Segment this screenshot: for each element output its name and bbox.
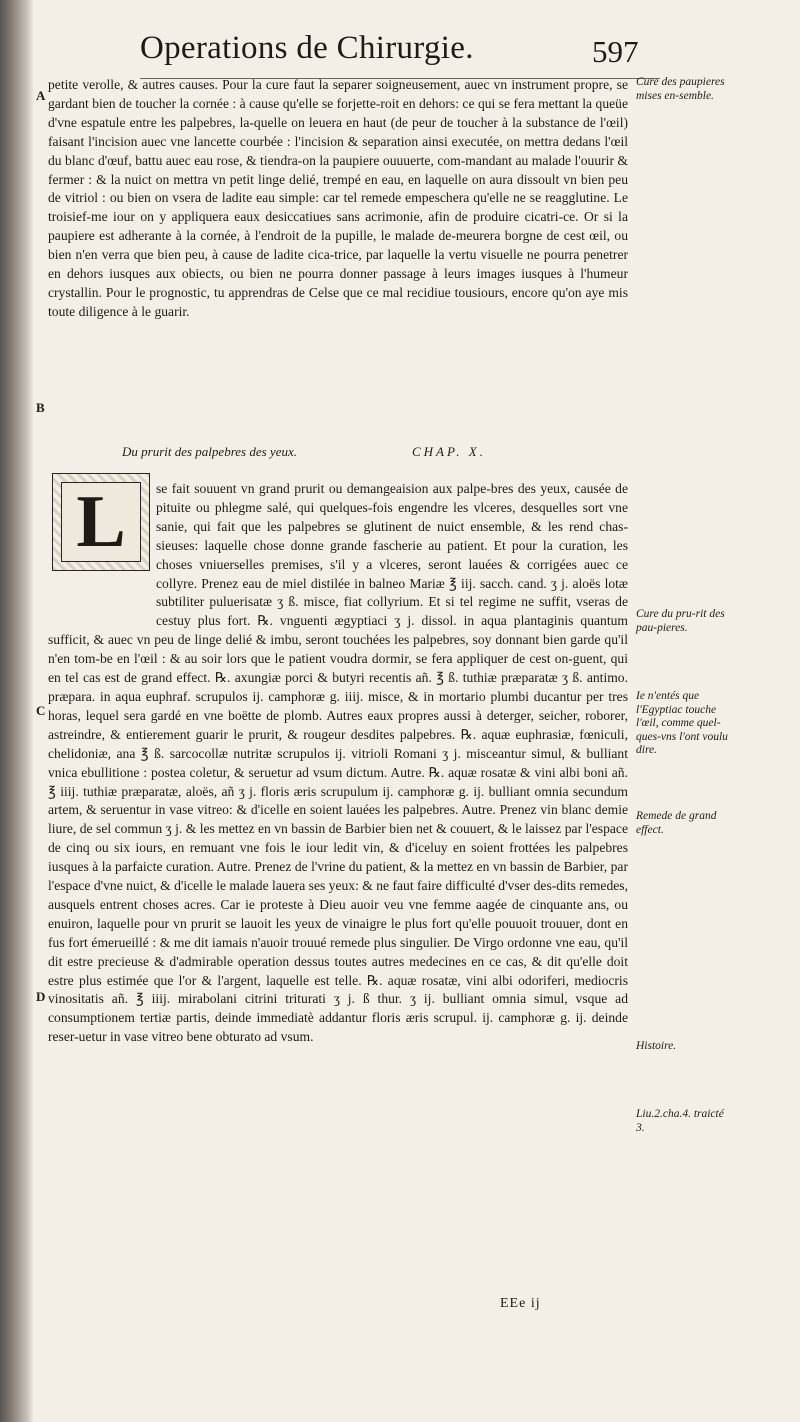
margin-note-cure-paupieres: Cure des paupieres mises en-semble. bbox=[636, 76, 725, 102]
margin-letter-b: B bbox=[36, 400, 45, 415]
margin-note-egyptiac: Ie n'entés que l'Egyptiac touche l'œil, comme quel-ques-vns l'ont voulu dire. bbox=[636, 690, 728, 756]
initial-letter: L bbox=[76, 481, 126, 563]
chapter-heading bbox=[122, 444, 642, 460]
chapter-body bbox=[48, 480, 628, 1047]
chapter-paragraph: se fait souuent vn grand prurit ou demangeaision aux palpe-bres des yeux, causée de pituite ou phlegme salé, qui quelques-fois engendre les vlceres, desquelles sort vne sanie, qui fait que les palpebres se glutinent de nuict ensemble, & les rend chas-sieuses: laquelle chose donne grande fascherie au patient. Et pour la curation, les choses vniuerselles premises, s'il y a vlceres, seront lauées & corrigées auec ce collyre. Prenez eau de miel distilée in balneo Mariæ ℥ iij. sacch. cand. ʒ j. aloës lotæ subtiliter puluerisatæ ʒ ß. misce, fiat collyrium. Et si tel regime ne suffit, vseras de cestuy plus fort. ℞. vnguenti ægyptiaci ʒ j. dissol. in aqua plantaginis quantum sufficit, & auec vn peu de linge delié & imbu, seront touchées les palpebres, soy donnant bien garde qu'il n'en tom-be en l'œil : & au soir lors que le patient voudra dormir, se fera appliquer de cest on-guent, qui en tel cas est de grand effect. ℞. axungiæ porci & butyri recentis añ. ℥ ß. tuthiæ præparatæ ʒ ß. antimo. præpara. in aqua euphraf. scrupulos ij. camphoræ g. iiij. misce, & in mortario plumbi ducantur per tres horas, lequel sera gardé en vne boëtte de plomb. Autres eaux propres aussi à deterger, seicher, roborer, astreindre, & entierement guarir le prurit, & rougeur desdites palpebres. ℞. aquæ euphrasiæ, fœniculi, chelidoniæ, ana ℥ ß. sarcocollæ nutritæ scrupulos ij. vitrioli Romani ʒ j. misceantur simul, & bulliant vnica ebullitione : postea coletur, & seruetur ad vsum dictum. Autre. ℞. aquæ rosatæ & vini albi boni añ. ℥ iiij. tuthiæ præparatæ, aloës, añ ʒ j. floris æris scrupulum ij. camphoræ g. ij. bulliant omnia secundum artem, & seruentur in vase vitreo: & d'icelle en soient lauées les palpebres. Autre. Prenez vin blanc demie liure, de sel commun ʒ j. & les mettez en vn bassin de Barbier bien net & couuert, & le laissez par l'espace de cinq ou six iours, en remuant vne fois le iour ledit vin, & d'iceluy en soient frottées les palpebres iusques à la parfaicte curation. Autre. Prenez de l'vrine du patient, & la mettez en vn bassin de Barbier, par l'espace d'vne nuict, & d'icelle le malade lauera ses yeux: & ne faut faire difficulté d'vser des-dits remedes, ausquels entrent choses acres. Car ie proteste à Dieu auoir veu vne femme aagée de cinquante ans, ou enuiron, laquelle pour vn prurit se lauoit les yeux de vinaigre le plus fort qu'elle pouuoit trouuer, dont en fus fort émerueillé : & me dit iamais n'auoir trouué remede plus singulier. De Virgo ordonne vne eau, qu'il dit estre precieuse & d'admirable operation dessus toutes autres medecines en ce cas, & dit qu'elle doit estre plus estimée que l'or & l'argent, laquelle est telle. ℞. aquæ rosatæ, vini albi odoriferi, mediocris vinositatis añ. ℥ iiij. mirabolani citrini triturati ʒ j. ß thur. ʒ ij. bulliant omnia simul, vsque ad consumptionem tertiæ partis, deinde immediatè addantur floris æris scrupul. ij. camphoræ g. ij. deinde reser-uetur in vase vitreo bene obturato ad vsum. bbox=[48, 481, 628, 1045]
initial-space bbox=[48, 480, 156, 615]
margin-note-remede: Remede de grand effect. bbox=[636, 810, 717, 836]
continuation-paragraph: petite verolle, & autres causes. Pour la cure faut la separer soigneusement, auec vn instrument propre, se gardant bien de toucher la cornée : à cause qu'elle se forjette-roit en dehors: ce qui se fera mettant la queüe d'vne espatule entre les palpebres, la-quelle on leuera en haut (de peur de toucher à la substance de l'œil) faisant l'incision auec vne lancette courbée : l'incision & separation ainsi executée, on mettra dedans l'œil du blanc d'œuf, battu auec eau rose, & tiendra-on la paupiere ouuuerte, com-mandant au malade l'ouurir & fermer : & la nuict on mettra vn petit linge delié, trempé en eau, en laquelle on aura dissoult vn bien peu de vitriol : ou bien on vsera de ladite eau simple: car tel remede empeschera qu'elle ne se reagglutine. Le troisief-me iour on y appliquera eaux desiccatiues sans acrimonie, afin de produire cicatri-ce. Or si la paupiere est adherante à la cornée, à l'endroit de la pupille, le malade de-meurera borgne de cest œil, ou bien n'en verra que bien peu, à cause de ladite cica-trice, par laquelle la vertu visuelle ne pourra penetrer en dehors iusques aux obiects, ou bien ne pourra donner passage à leurs images iusques à l'humeur crystallin. Pour le prognostic, tu apprendras de Celse que ce mal recidiue tousiours, encore qu'on aye mis toute diligence à le guarir. bbox=[48, 77, 628, 319]
margin-note-cure-prurit: Cure du pru-rit des pau-pieres. bbox=[636, 608, 725, 634]
margin-note-histoire: Histoire. bbox=[636, 1040, 677, 1052]
running-title: Operations de Chirurgie. bbox=[140, 30, 474, 66]
section-continuation bbox=[48, 76, 628, 322]
margin-letter-a: A bbox=[36, 88, 46, 103]
chapter-number: CHAP. X. bbox=[412, 444, 486, 459]
catchword-signature: EEe ij bbox=[500, 1296, 541, 1311]
chapter-title: Du prurit des palpebres des yeux. bbox=[122, 444, 297, 459]
page-binding-shadow bbox=[0, 0, 34, 1422]
margin-letter-c: C bbox=[36, 703, 46, 718]
page-header bbox=[0, 22, 800, 72]
margin-letter-d: D bbox=[36, 989, 46, 1004]
page-number: 597 bbox=[592, 34, 639, 69]
margin-note-reference: Liu.2.cha.4. traicté 3. bbox=[636, 1108, 724, 1134]
